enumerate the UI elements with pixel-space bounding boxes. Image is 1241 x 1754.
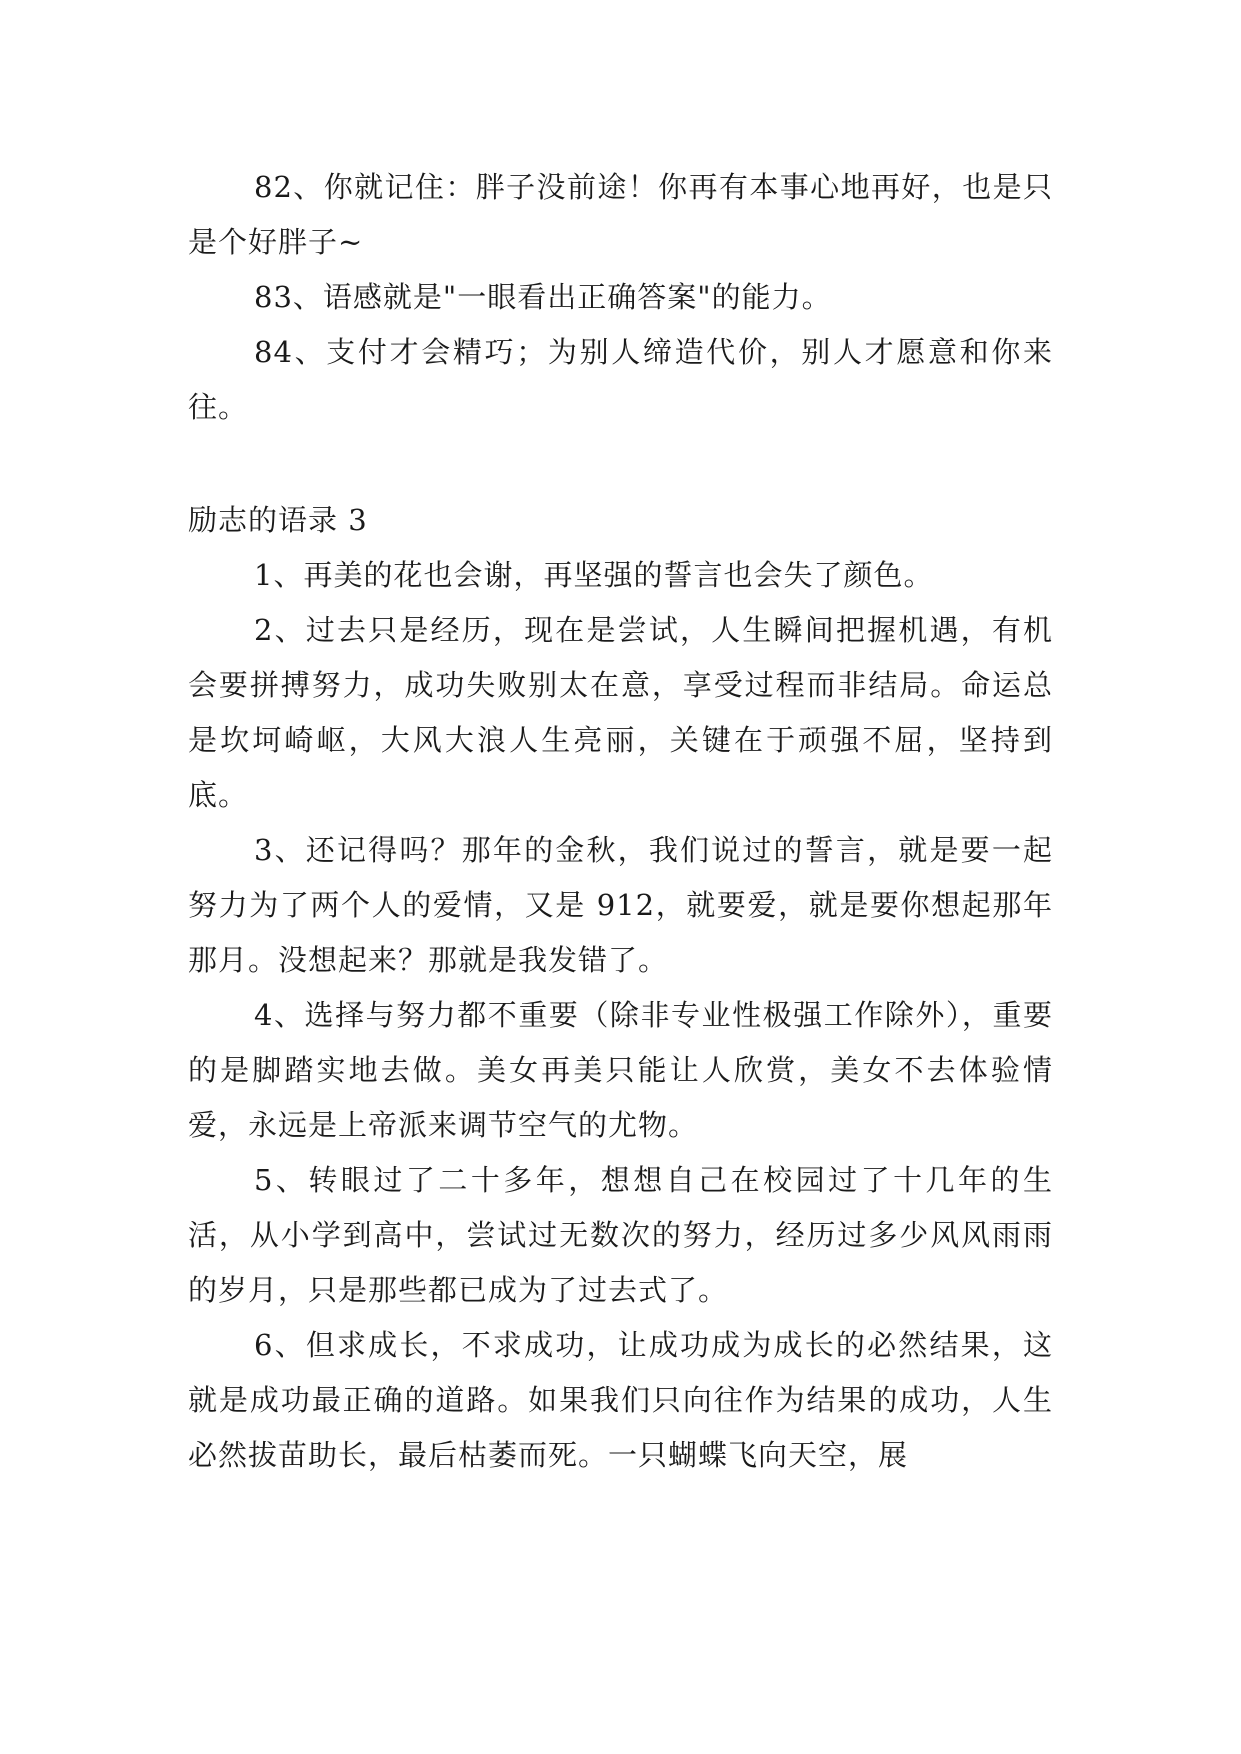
document-body [188,160,1053,1483]
section-heading: 励志的语录 3 [188,503,368,537]
paragraph-6: 6、但求成长，不求成功，让成功成为成长的必然结果，这就是成功最正确的道路。如果我们只向往作为结果的成功，人生必然拔苗助长，最后枯萎而死。一只蝴蝶飞向天空，展 [188,1328,1053,1472]
paragraph-83: 83、语感就是"一眼看出正确答案"的能力。 [254,280,832,314]
paragraph-2: 2、过去只是经历，现在是尝试，人生瞬间把握机遇，有机会要拼搏努力，成功失败别太在意，享受过程而非结局。命运总是坎坷崎岖，大风大浪人生亮丽，关键在于顽强不屈，坚持到底。 [188,613,1053,812]
paragraph-1: 1、再美的花也会谢，再坚强的誓言也会失了颜色。 [254,558,934,592]
paragraph-3: 3、还记得吗？那年的金秋，我们说过的誓言，就是要一起努力为了两个人的爱情，又是 912，就要爱，就是要你想起那年那月。没想起来？那就是我发错了。 [188,833,1053,977]
paragraph-5: 5、转眼过了二十多年，想想自己在校园过了十几年的生活，从小学到高中，尝试过无数次的努力，经历过多少风风雨雨的岁月，只是那些都已成为了过去式了。 [188,1163,1053,1307]
paragraph-82: 82、你就记住：胖子没前途！你再有本事心地再好，也是只是个好胖子~ [188,170,1053,259]
paragraph-84: 84、支付才会精巧；为别人缔造代价，别人才愿意和你来往。 [188,335,1053,424]
paragraph-4: 4、选择与努力都不重要（除非专业性极强工作除外），重要的是脚踏实地去做。美女再美只能让人欣赏，美女不去体验情爱，永远是上帝派来调节空气的尤物。 [188,998,1053,1142]
